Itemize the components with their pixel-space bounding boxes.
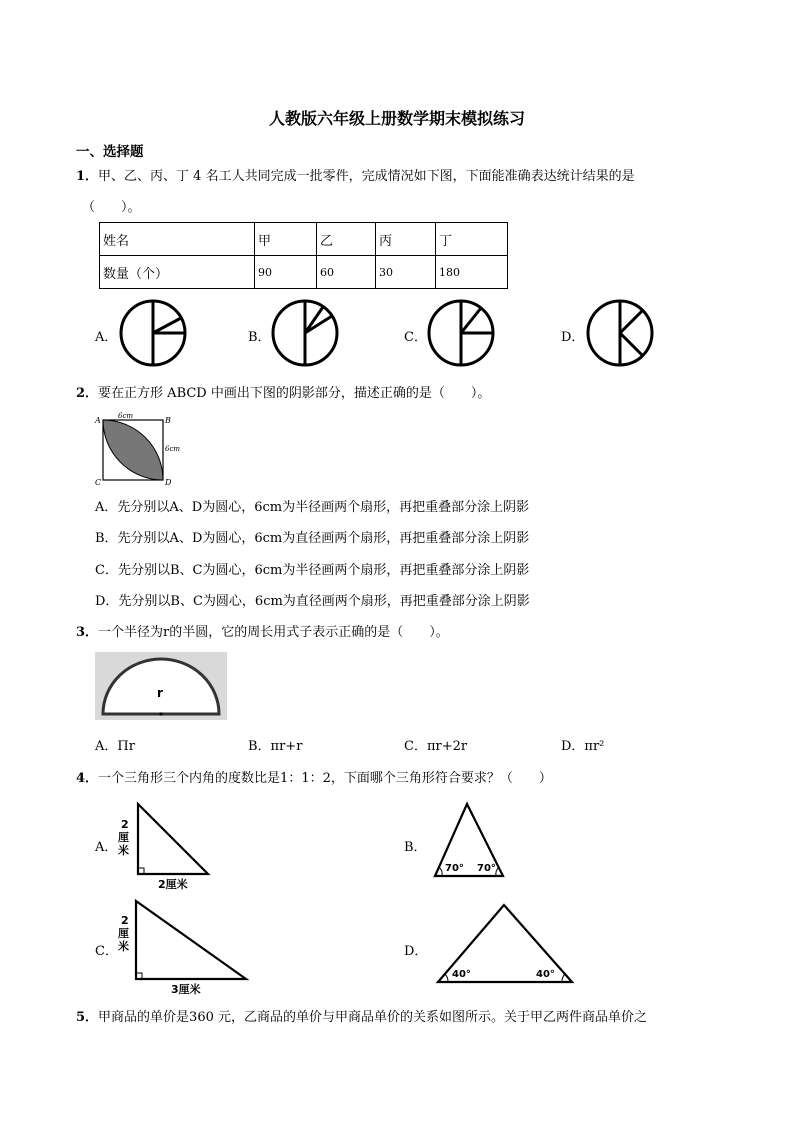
q2-option-b: B．先分别以A、D为圆心，6cm为直径画两个扇形，再把重叠部分涂上阴影: [95, 531, 530, 546]
right-triangle-c: [116, 898, 252, 996]
question-text: 甲、乙、丙、丁 4 名工人共同完成一批零件，完成情况如下图，下面能准确表达统计结果的是: [98, 169, 635, 184]
top-length-label: 6cm: [118, 412, 134, 420]
table-cell: 数量（个）: [100, 256, 255, 289]
option-a-label: A．: [95, 330, 118, 345]
pie-option-d: [585, 298, 657, 370]
question-number: 5．: [76, 1010, 99, 1025]
section-heading: 一、选择题: [76, 144, 144, 160]
question-1: [76, 165, 635, 184]
q3-option-d: D．πr²: [561, 739, 605, 754]
option-b-label: B．: [248, 330, 271, 345]
table-cell: 乙: [317, 223, 376, 256]
q4-option-a-label: A．: [95, 840, 118, 855]
table-cell: 丁: [436, 223, 508, 256]
question-text: 甲商品的单价是360 元，乙商品的单价与甲商品单价的关系如图所示。关于甲乙两件商品单价之: [98, 1010, 647, 1025]
pie-option-b: [270, 298, 342, 370]
table-cell: 姓名: [100, 223, 255, 256]
angle-right-label: 70°: [477, 863, 496, 874]
pie-option-c: [426, 298, 498, 370]
option-d-label: D．: [561, 330, 585, 345]
q4-option-c-label: C．: [95, 944, 118, 959]
side-length-label: 2 厘米: [118, 818, 129, 857]
question-number: 2．: [76, 386, 99, 401]
question-5: [76, 1006, 647, 1025]
question-4: [76, 767, 552, 786]
table-cell: 甲: [255, 223, 317, 256]
vertex-c-label: C: [95, 478, 102, 485]
question-text: 要在正方形 ABCD 中画出下图的阴影部分，描述正确的是（ ）。: [98, 386, 491, 401]
question-number: 4．: [76, 771, 99, 786]
triangle-d: [432, 900, 578, 990]
angle-left-label: 70°: [445, 863, 464, 874]
isosceles-triangle-b: [430, 800, 510, 882]
side-length-label: 6cm: [165, 445, 181, 453]
bottom-length-label: 3厘米: [171, 983, 201, 996]
right-triangle-a: [116, 800, 216, 892]
table-cell: 30: [376, 256, 436, 289]
pie-option-a: [118, 298, 190, 370]
vertex-d-label: D: [165, 478, 172, 485]
side-length-label: 2 厘米: [118, 914, 129, 953]
q3-option-a: A．Πr: [95, 739, 135, 754]
angle-left-label: 40°: [452, 969, 471, 980]
option-c-label: C．: [404, 330, 427, 345]
table-cell: 丙: [376, 223, 436, 256]
q4-option-b-label: B．: [404, 840, 427, 855]
question-number: 1．: [76, 169, 99, 184]
angle-right-label: 40°: [536, 969, 555, 980]
page-title: 人教版六年级上册数学期末模拟练习: [268, 109, 525, 128]
radius-label: r: [157, 686, 163, 700]
q3-option-c: C．πr+2r: [404, 739, 468, 754]
vertex-a-label: A: [95, 416, 101, 425]
semicircle-figure: [95, 652, 227, 720]
q2-option-c: C．先分别以B、C为圆心，6cm为半径画两个扇形，再把重叠部分涂上阴影: [95, 563, 530, 578]
table-row: [100, 256, 508, 289]
question-number: 3．: [76, 625, 99, 640]
vertex-b-label: B: [165, 416, 171, 425]
question-1-bracket: （ ）。: [82, 200, 141, 215]
bottom-length-label: 2厘米: [158, 878, 188, 891]
q4-option-d-label: D．: [404, 944, 428, 959]
q2-option-d: D．先分别以B、C为圆心，6cm为直径画两个扇形，再把重叠部分涂上阴影: [95, 594, 530, 609]
table-row: [100, 223, 508, 256]
table-cell: 90: [255, 256, 317, 289]
stat-table: [99, 222, 508, 289]
table-cell: 60: [317, 256, 376, 289]
table-cell: 180: [436, 256, 508, 289]
question-2: [76, 382, 490, 401]
question-text: 一个三角形三个内角的度数比是1：1：2，下面哪个三角形符合要求？（ ）: [98, 771, 552, 786]
question-3: [76, 621, 449, 640]
square-figure: [93, 411, 183, 485]
question-text: 一个半径为r的半圆，它的周长用式子表示正确的是（ ）。: [98, 625, 449, 640]
q2-option-a: A．先分别以A、D为圆心，6cm为半径画两个扇形，再把重叠部分涂上阴影: [95, 500, 530, 515]
q3-option-b: B．πr+r: [248, 739, 303, 754]
